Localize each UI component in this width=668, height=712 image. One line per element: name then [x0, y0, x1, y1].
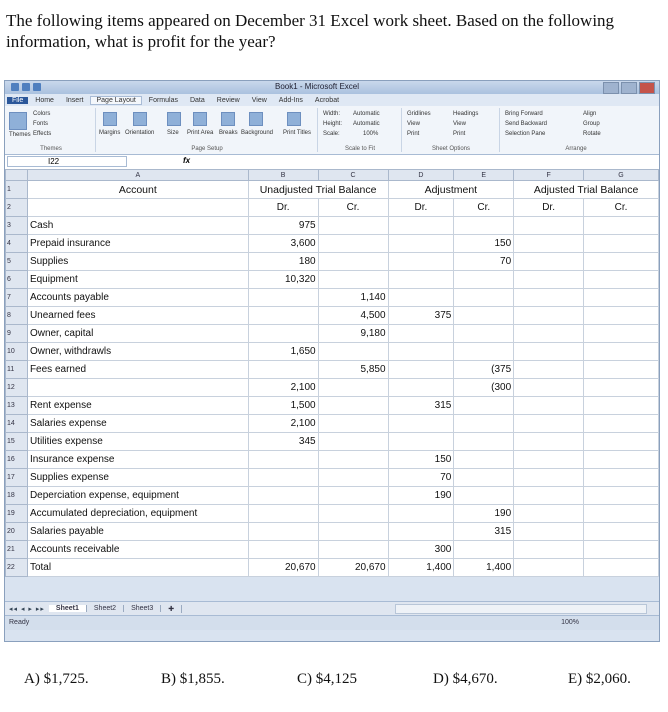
ribbon-tabs: [5, 94, 659, 106]
account-cell[interactable]: Salaries payable: [27, 523, 248, 541]
row-header[interactable]: 11: [6, 361, 28, 379]
unadjusted-dr-cell[interactable]: [248, 523, 318, 541]
breaks-icon[interactable]: [221, 112, 235, 126]
group-label-page-setup: Page Setup: [191, 146, 223, 152]
margins-icon[interactable]: [103, 112, 117, 126]
adjustment-dr-cell[interactable]: 315: [388, 397, 454, 415]
row-header[interactable]: 14: [6, 415, 28, 433]
adjustment-cr-cell[interactable]: [454, 217, 514, 235]
table-row: [6, 289, 659, 307]
adjustment-dr-cell[interactable]: [388, 271, 454, 289]
adjusted-dr-cell[interactable]: [514, 451, 584, 469]
adjustment-cr-cell[interactable]: [454, 271, 514, 289]
unadjusted-cr-cell[interactable]: [318, 469, 388, 487]
adjusted-dr-cell[interactable]: [514, 289, 584, 307]
adjustment-cr-cell[interactable]: 315: [454, 523, 514, 541]
column-header-f[interactable]: F: [514, 170, 584, 181]
adjusted-cr-cell[interactable]: [584, 523, 659, 541]
rotate-button[interactable]: Rotate: [583, 131, 601, 137]
unadjusted-dr-cell[interactable]: 1,500: [248, 397, 318, 415]
question-text: The following items appeared on December 31 Excel work sheet. Based on the following information, what is profit for the year?: [6, 11, 615, 51]
unadjusted-dr-cell[interactable]: 1,650: [248, 343, 318, 361]
header-adjusted-trial-balance[interactable]: Adjusted Trial Balance: [514, 181, 659, 199]
unadjusted-cr-cell[interactable]: [318, 523, 388, 541]
table-header-row: [6, 181, 659, 199]
adjusted-cr-cell[interactable]: [584, 235, 659, 253]
adjusted-cr-cell[interactable]: [584, 415, 659, 433]
adjustment-dr-cell[interactable]: [388, 361, 454, 379]
row-header[interactable]: 8: [6, 307, 28, 325]
adjusted-dr-cell[interactable]: [514, 379, 584, 397]
account-cell[interactable]: Supplies expense: [27, 469, 248, 487]
tab-acrobat[interactable]: Acrobat: [314, 96, 340, 104]
print-area-button[interactable]: Print Area: [187, 130, 214, 136]
unadjusted-dr-cell[interactable]: [248, 361, 318, 379]
row-header[interactable]: 15: [6, 433, 28, 451]
account-cell[interactable]: Owner, withdrawls: [27, 343, 248, 361]
row-header[interactable]: 9: [6, 325, 28, 343]
unadjusted-cr-cell[interactable]: [318, 487, 388, 505]
headings-label: Headings: [453, 111, 479, 117]
table-row: [6, 235, 659, 253]
adjusted-dr-cell[interactable]: [514, 505, 584, 523]
redo-icon[interactable]: [33, 83, 41, 91]
print-titles-button[interactable]: Print Titles: [283, 130, 312, 136]
size-icon[interactable]: [167, 112, 181, 126]
adjusted-dr-cell[interactable]: [514, 307, 584, 325]
formula-bar: [5, 155, 659, 170]
unadjusted-cr-cell[interactable]: 9,180: [318, 325, 388, 343]
gridlines-label: Gridlines: [407, 111, 431, 117]
name-box[interactable]: I22: [7, 156, 127, 167]
selection-pane-button[interactable]: Selection Pane: [505, 131, 546, 137]
undo-icon[interactable]: [22, 83, 30, 91]
adjustment-cr-cell[interactable]: [454, 541, 514, 559]
themes-button[interactable]: Themes: [9, 132, 31, 138]
adjustment-dr-cell[interactable]: [388, 523, 454, 541]
table-row: [6, 433, 659, 451]
adjusted-dr-cell[interactable]: [514, 361, 584, 379]
adjusted-dr-cell[interactable]: [514, 325, 584, 343]
themes-icon[interactable]: [9, 112, 27, 130]
adjusted-cr-cell[interactable]: [584, 361, 659, 379]
effects-button[interactable]: Effects: [33, 131, 52, 137]
adjusted-cr-cell[interactable]: [584, 433, 659, 451]
fx-icon[interactable]: fx: [183, 156, 191, 165]
ribbon-group-sheet-options: [403, 108, 500, 152]
unadjusted-dr-cell[interactable]: [248, 541, 318, 559]
adjustment-dr-cell[interactable]: [388, 343, 454, 361]
adjusted-dr-cell[interactable]: [514, 487, 584, 505]
adjusted-cr-cell[interactable]: [584, 505, 659, 523]
unadjusted-dr-cell[interactable]: 10,320: [248, 271, 318, 289]
column-header-g[interactable]: G: [584, 170, 659, 181]
row-header[interactable]: 3: [6, 217, 28, 235]
table-row: [6, 505, 659, 523]
zoom-level[interactable]: 100%: [561, 619, 579, 626]
unadjusted-cr-cell[interactable]: 1,140: [318, 289, 388, 307]
scale-input[interactable]: 100%: [363, 131, 379, 137]
excel-window: [4, 80, 660, 642]
height-select[interactable]: Automatic: [353, 121, 380, 127]
send-backward-button[interactable]: Send Backward: [505, 121, 548, 127]
account-cell[interactable]: Prepaid insurance: [27, 235, 248, 253]
data-rows: [6, 217, 659, 577]
unadjusted-cr-cell[interactable]: [318, 271, 388, 289]
table-row: [6, 379, 659, 397]
quick-access-toolbar[interactable]: [11, 83, 41, 91]
adjustment-dr-cell[interactable]: 150: [388, 451, 454, 469]
row-header[interactable]: 21: [6, 541, 28, 559]
tab-home[interactable]: Home: [35, 96, 54, 104]
account-cell[interactable]: Salaries expense: [27, 415, 248, 433]
adjusted-cr-cell[interactable]: [584, 541, 659, 559]
column-header-e[interactable]: E: [454, 170, 514, 181]
fonts-button[interactable]: Fonts: [33, 121, 49, 127]
sheet-tab-sheet2[interactable]: Sheet2: [87, 605, 124, 612]
unadjusted-dr-cell[interactable]: 20,670: [248, 559, 318, 577]
adjusted-cr-cell[interactable]: [584, 307, 659, 325]
adjusted-dr-cell[interactable]: [514, 271, 584, 289]
table-row: [6, 397, 659, 415]
account-cell[interactable]: Equipment: [27, 271, 248, 289]
unadjusted-dr-cell[interactable]: [248, 289, 318, 307]
adjustment-dr-cell[interactable]: 70: [388, 469, 454, 487]
adjustment-cr-cell[interactable]: (375: [454, 361, 514, 379]
unadjusted-dr-cell[interactable]: 2,100: [248, 415, 318, 433]
row-header[interactable]: 7: [6, 289, 28, 307]
adjustment-cr-cell[interactable]: [454, 451, 514, 469]
tab-file[interactable]: File: [7, 97, 28, 104]
adjusted-cr-cell[interactable]: [584, 451, 659, 469]
account-cell[interactable]: [27, 379, 248, 397]
group-label-sheet-options: Sheet Options: [431, 146, 471, 152]
window-title: Book1 - Microsoft Excel: [275, 82, 360, 91]
height-label: Height:: [323, 121, 343, 127]
orientation-button[interactable]: Orientation: [125, 130, 155, 136]
unadjusted-cr-cell[interactable]: 20,670: [318, 559, 388, 577]
status-bar: [5, 615, 659, 630]
header-account[interactable]: Account: [27, 181, 248, 199]
row-header[interactable]: 17: [6, 469, 28, 487]
adjustment-dr-cell[interactable]: 190: [388, 487, 454, 505]
dr-label[interactable]: Dr.: [514, 199, 584, 217]
worksheet-table: [5, 169, 659, 577]
adjusted-dr-cell[interactable]: [514, 469, 584, 487]
account-cell[interactable]: Cash: [27, 217, 248, 235]
unadjusted-dr-cell[interactable]: 345: [248, 433, 318, 451]
table-row: [6, 217, 659, 235]
adjusted-dr-cell[interactable]: [514, 541, 584, 559]
scale-label: Scale:: [323, 131, 340, 137]
table-row: [6, 415, 659, 433]
group-label-scale: Scale to Fit: [344, 146, 375, 152]
ribbon-group-arrange: [501, 108, 651, 152]
adjustment-dr-cell[interactable]: [388, 433, 454, 451]
cell[interactable]: [27, 199, 248, 217]
ribbon-group-themes: [7, 108, 96, 152]
unadjusted-cr-cell[interactable]: [318, 433, 388, 451]
adjusted-dr-cell[interactable]: [514, 217, 584, 235]
unadjusted-cr-cell[interactable]: [318, 253, 388, 271]
unadjusted-dr-cell[interactable]: 180: [248, 253, 318, 271]
adjusted-dr-cell[interactable]: [514, 559, 584, 577]
select-all-corner[interactable]: [6, 170, 28, 181]
row-header[interactable]: 18: [6, 487, 28, 505]
header-adjustment[interactable]: Adjustment: [388, 181, 514, 199]
cr-label[interactable]: Cr.: [584, 199, 659, 217]
width-select[interactable]: Automatic: [353, 111, 380, 117]
dr-label[interactable]: Dr.: [248, 199, 318, 217]
sheet-nav-arrows[interactable]: ◂◂ ◂ ▸ ▸▸: [9, 605, 45, 613]
adjusted-dr-cell[interactable]: [514, 235, 584, 253]
margins-button[interactable]: Margins: [99, 130, 121, 136]
adjusted-dr-cell[interactable]: [514, 253, 584, 271]
table-row: [6, 523, 659, 541]
adjustment-dr-cell[interactable]: [388, 379, 454, 397]
gridlines-print-checkbox[interactable]: Print: [407, 131, 420, 137]
header-unadjusted-trial-balance[interactable]: Unadjusted Trial Balance: [248, 181, 388, 199]
ribbon-group-page-setup: [97, 108, 318, 152]
answer-a[interactable]: A) $1,725.: [24, 671, 89, 687]
adjustment-cr-cell[interactable]: 150: [454, 235, 514, 253]
adjustment-cr-cell[interactable]: [454, 307, 514, 325]
colors-button[interactable]: Colors: [33, 111, 51, 117]
bring-forward-button[interactable]: Bring Forward: [505, 111, 543, 117]
ribbon: [5, 106, 659, 155]
table-row: [6, 487, 659, 505]
row-header[interactable]: 12: [6, 379, 28, 397]
answer-d[interactable]: D) $4,670.: [433, 671, 498, 687]
unadjusted-dr-cell[interactable]: 975: [248, 217, 318, 235]
adjustment-cr-cell[interactable]: [454, 469, 514, 487]
unadjusted-dr-cell[interactable]: [248, 325, 318, 343]
unadjusted-cr-cell[interactable]: [318, 397, 388, 415]
size-button[interactable]: Size: [167, 130, 179, 136]
adjustment-dr-cell[interactable]: 300: [388, 541, 454, 559]
unadjusted-dr-cell[interactable]: [248, 451, 318, 469]
row-header[interactable]: 13: [6, 397, 28, 415]
table-row: [6, 451, 659, 469]
title-bar: [5, 81, 659, 94]
adjustment-cr-cell[interactable]: [454, 289, 514, 307]
close-button[interactable]: [639, 82, 655, 94]
row-header[interactable]: 1: [6, 181, 28, 199]
sheet-tab-sheet3[interactable]: Sheet3: [124, 605, 161, 612]
gridlines-view-checkbox[interactable]: View: [407, 121, 420, 127]
account-cell[interactable]: Total: [27, 559, 248, 577]
adjustment-dr-cell[interactable]: 1,400: [388, 559, 454, 577]
adjustment-cr-cell[interactable]: [454, 487, 514, 505]
unadjusted-cr-cell[interactable]: [318, 541, 388, 559]
adjustment-cr-cell[interactable]: [454, 397, 514, 415]
row-header[interactable]: 20: [6, 523, 28, 541]
adjusted-cr-cell[interactable]: [584, 487, 659, 505]
adjustment-cr-cell[interactable]: [454, 343, 514, 361]
adjusted-cr-cell[interactable]: [584, 217, 659, 235]
row-header[interactable]: 22: [6, 559, 28, 577]
sheet-tab-sheet1[interactable]: Sheet1: [49, 605, 87, 612]
adjusted-dr-cell[interactable]: [514, 433, 584, 451]
tab-insert[interactable]: Insert: [65, 96, 84, 104]
table-row: [6, 559, 659, 577]
account-cell[interactable]: Fees earned: [27, 361, 248, 379]
account-cell[interactable]: Accumulated depreciation, equipment: [27, 505, 248, 523]
align-button[interactable]: Align: [583, 111, 597, 117]
row-header[interactable]: 5: [6, 253, 28, 271]
save-icon[interactable]: [11, 83, 19, 91]
row-header[interactable]: 6: [6, 271, 28, 289]
tab-formulas[interactable]: Formulas: [148, 96, 178, 104]
dr-label[interactable]: Dr.: [388, 199, 454, 217]
adjusted-cr-cell[interactable]: [584, 253, 659, 271]
cr-label[interactable]: Cr.: [454, 199, 514, 217]
account-cell[interactable]: Unearned fees: [27, 307, 248, 325]
answer-c[interactable]: C) $4,125: [297, 671, 357, 687]
adjustment-dr-cell[interactable]: 375: [388, 307, 454, 325]
column-header-row: [6, 170, 659, 181]
adjusted-cr-cell[interactable]: [584, 559, 659, 577]
unadjusted-cr-cell[interactable]: 5,850: [318, 361, 388, 379]
adjusted-cr-cell[interactable]: [584, 469, 659, 487]
account-cell[interactable]: Accounts payable: [27, 289, 248, 307]
unadjusted-cr-cell[interactable]: [318, 217, 388, 235]
adjusted-cr-cell[interactable]: [584, 343, 659, 361]
unadjusted-dr-cell[interactable]: [248, 307, 318, 325]
unadjusted-cr-cell[interactable]: [318, 379, 388, 397]
unadjusted-cr-cell[interactable]: [318, 505, 388, 523]
answer-b[interactable]: B) $1,855.: [161, 671, 225, 687]
tab-review[interactable]: Review: [216, 96, 240, 104]
width-label: Width:: [323, 111, 341, 117]
maximize-button[interactable]: [621, 82, 637, 94]
unadjusted-dr-cell[interactable]: [248, 505, 318, 523]
answer-e[interactable]: E) $2,060.: [568, 671, 631, 687]
unadjusted-cr-cell[interactable]: [318, 235, 388, 253]
adjustment-cr-cell[interactable]: 70: [454, 253, 514, 271]
adjustment-cr-cell[interactable]: 1,400: [454, 559, 514, 577]
adjustment-dr-cell[interactable]: [388, 253, 454, 271]
tab-add-ins[interactable]: Add-Ins: [278, 96, 303, 104]
account-cell[interactable]: Supplies: [27, 253, 248, 271]
adjustment-cr-cell[interactable]: [454, 415, 514, 433]
worksheet-grid: [5, 169, 659, 577]
table-row: [6, 307, 659, 325]
adjusted-dr-cell[interactable]: [514, 397, 584, 415]
adjustment-dr-cell[interactable]: [388, 325, 454, 343]
unadjusted-dr-cell[interactable]: 3,600: [248, 235, 318, 253]
unadjusted-dr-cell[interactable]: [248, 487, 318, 505]
group-label-themes: Themes: [40, 146, 62, 152]
background-button[interactable]: Background: [241, 130, 274, 136]
adjusted-cr-cell[interactable]: [584, 379, 659, 397]
adjustment-dr-cell[interactable]: [388, 217, 454, 235]
account-cell[interactable]: Accounts receivable: [27, 541, 248, 559]
row-header[interactable]: 4: [6, 235, 28, 253]
adjustment-cr-cell[interactable]: [454, 433, 514, 451]
breaks-button[interactable]: Breaks: [219, 130, 238, 136]
table-row: [6, 343, 659, 361]
minimize-button[interactable]: [603, 82, 619, 94]
account-cell[interactable]: Insurance expense: [27, 451, 248, 469]
table-row: [6, 253, 659, 271]
adjustment-dr-cell[interactable]: [388, 505, 454, 523]
table-row: [6, 271, 659, 289]
column-header-d[interactable]: D: [388, 170, 454, 181]
headings-view-checkbox[interactable]: View: [453, 121, 466, 127]
ribbon-group-scale: [319, 108, 402, 152]
insert-sheet-icon[interactable]: ✚: [161, 605, 182, 613]
account-cell[interactable]: Deperciation expense, equipment: [27, 487, 248, 505]
adjustment-dr-cell[interactable]: [388, 415, 454, 433]
row-header[interactable]: 19: [6, 505, 28, 523]
column-header-b[interactable]: B: [248, 170, 318, 181]
adjusted-dr-cell[interactable]: [514, 523, 584, 541]
headings-print-checkbox[interactable]: Print: [453, 131, 466, 137]
adjustment-dr-cell[interactable]: [388, 289, 454, 307]
adjusted-cr-cell[interactable]: [584, 289, 659, 307]
unadjusted-cr-cell[interactable]: 4,500: [318, 307, 388, 325]
tab-data[interactable]: Data: [189, 96, 205, 104]
group-button[interactable]: Group: [583, 121, 600, 127]
unadjusted-cr-cell[interactable]: [318, 343, 388, 361]
tab-view[interactable]: View: [251, 96, 267, 104]
print-titles-icon[interactable]: [287, 112, 301, 126]
unadjusted-cr-cell[interactable]: [318, 451, 388, 469]
account-cell[interactable]: Utilities expense: [27, 433, 248, 451]
table-row: [6, 361, 659, 379]
adjusted-dr-cell[interactable]: [514, 343, 584, 361]
status-text: Ready: [9, 619, 30, 626]
dr-cr-row: [6, 199, 659, 217]
orientation-icon[interactable]: [133, 112, 147, 126]
horizontal-scrollbar[interactable]: [395, 604, 647, 614]
unadjusted-cr-cell[interactable]: [318, 415, 388, 433]
table-row: [6, 541, 659, 559]
unadjusted-dr-cell[interactable]: [248, 469, 318, 487]
adjusted-dr-cell[interactable]: [514, 415, 584, 433]
adjusted-cr-cell[interactable]: [584, 325, 659, 343]
adjustment-dr-cell[interactable]: [388, 235, 454, 253]
background-icon[interactable]: [249, 112, 263, 126]
row-header[interactable]: 2: [6, 199, 28, 217]
adjusted-cr-cell[interactable]: [584, 397, 659, 415]
account-cell[interactable]: Rent expense: [27, 397, 248, 415]
account-cell[interactable]: Owner, capital: [27, 325, 248, 343]
column-header-c[interactable]: C: [318, 170, 388, 181]
cr-label[interactable]: Cr.: [318, 199, 388, 217]
tab-page-layout[interactable]: Page Layout: [90, 96, 141, 105]
column-header-a[interactable]: A: [27, 170, 248, 181]
row-header[interactable]: 10: [6, 343, 28, 361]
unadjusted-dr-cell[interactable]: 2,100: [248, 379, 318, 397]
group-label-arrange: Arrange: [565, 146, 587, 152]
adjustment-cr-cell[interactable]: (300: [454, 379, 514, 397]
adjusted-cr-cell[interactable]: [584, 271, 659, 289]
row-header[interactable]: 16: [6, 451, 28, 469]
table-row: [6, 325, 659, 343]
print-area-icon[interactable]: [193, 112, 207, 126]
adjustment-cr-cell[interactable]: 190: [454, 505, 514, 523]
table-row: [6, 469, 659, 487]
adjustment-cr-cell[interactable]: [454, 325, 514, 343]
